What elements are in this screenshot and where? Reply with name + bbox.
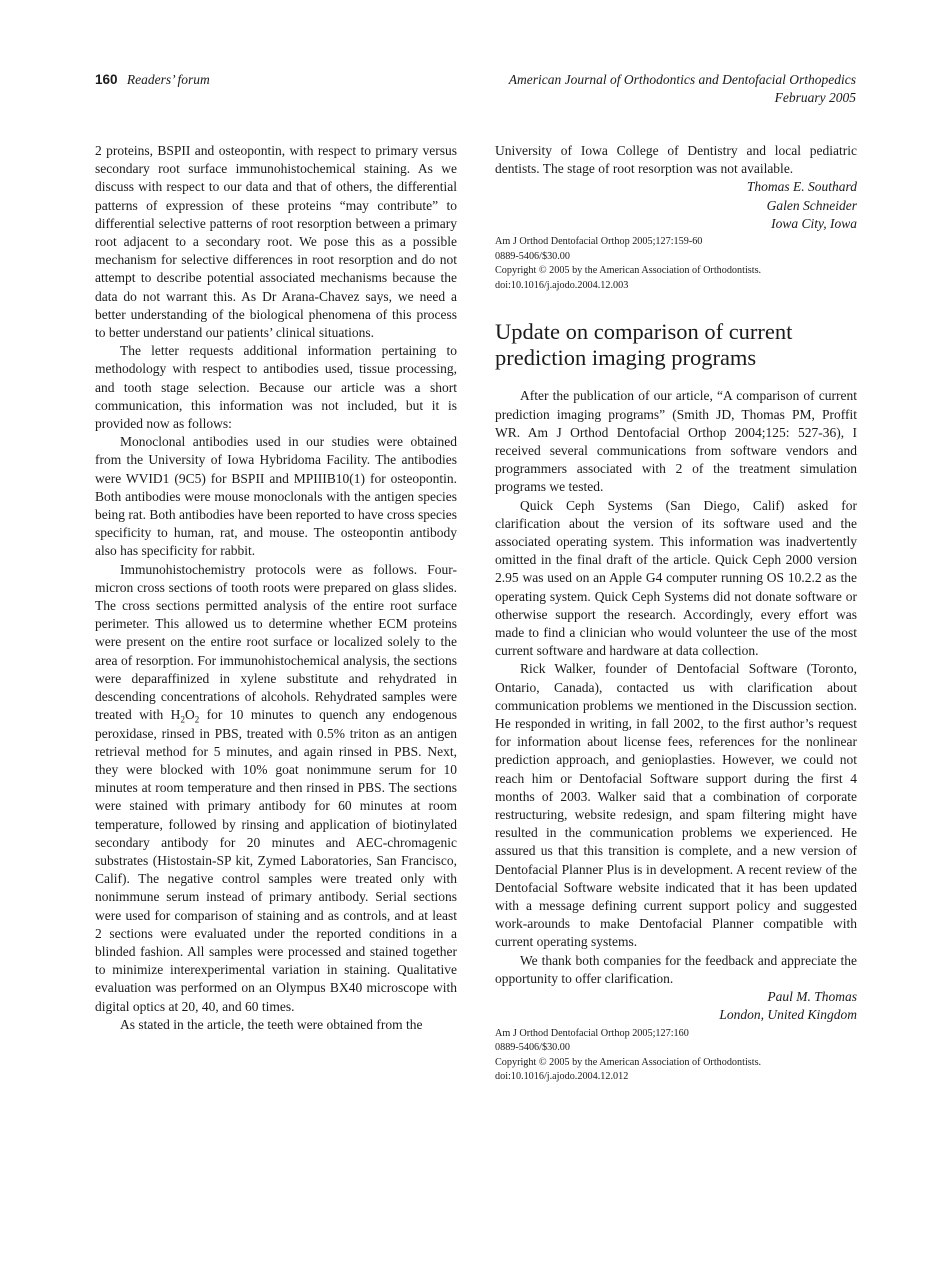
right-paragraph-2: Quick Ceph Systems (San Diego, Calif) asked for clarification about the version of its software used and the associated operating system. This information was inadvertently omitted in the final draft of the article. Quick Ceph 2000 version 2.95 was used on an Apple G4 computer running OS 10.2.2 as the operating system. Quick Ceph Systems did not donate software or otherwise support the research. Accordingly, every effort was made to find a clinician who would volunteer the use of the most current software and hardware at data collection. — [495, 497, 857, 659]
citation-block-2 — [495, 1027, 857, 1085]
running-header-left — [95, 71, 210, 88]
left-paragraph-1: 2 proteins, BSPII and osteopontin, with respect to primary versus secondary root surface immunohistochemical staining. As we discuss with respect to our data and that of others, the differential patterns of expression of these proteins “may contribute” to differential selective patterns of root resorption between a primary root adjacent to a secondary root. We pose this as a possible mechanism for selective differences in root resorption and do not attempt to describe potential associated mechanisms because the data do not warrant this. As Dr Arana-Chavez says, we need a better understanding of the biological phenomena of this process to better understand our patients’ clinical situations. — [95, 143, 457, 341]
price-1: 0889-5406/$30.00 — [495, 250, 570, 262]
citation-1: Am J Orthod Dentofacial Orthop 2005;127:159-60 — [495, 236, 703, 248]
author-location-1: Iowa City, Iowa — [771, 215, 857, 231]
protocol-text-start: Immunohistochemistry protocols were as follows. Four-micron cross sections of tooth roots were prepared on glass slides. The cross sections permitted analysis of the entire root surface perimeter. This allowed us to determine whether ECM proteins were present on the entire root surface or localized solely to the area of resorption. For immunohistochemical analysis, the sections were deparaffinized in xylene substitute and rehydrated in descending concentrations of alcohols. Rehydrated samples were treated with H — [95, 561, 457, 723]
right-paragraph-4: We thank both companies for the feedback and appreciate the opportunity to offer clarification. — [495, 952, 857, 986]
price-2: 0889-5406/$30.00 — [495, 1042, 570, 1054]
section-name: Readers’ forum — [126, 72, 210, 87]
author-location-2: London, United Kingdom — [719, 1007, 857, 1023]
page-number: 160 — [95, 72, 118, 87]
running-header-right — [509, 71, 856, 107]
subscript-2a: 2 — [180, 714, 185, 725]
left-column — [95, 142, 457, 1034]
right-paragraph-1: After the publication of our article, “A comparison of current prediction imaging programs” (Smith JD, Thomas PM, Proffit WR. Am J Orthod Dentofacial Orthop 2004;125: 527-36), I received several communications from software vendors and programmers associated with 2 of the treatment simulation programs we tested. — [495, 388, 857, 495]
right-paragraph-3: Rick Walker, founder of Dentofacial Software (Toronto, Ontario, Canada), contacted us with clarification about communication problems we mentioned in the Discussion section. He responded in writing, in fall 2002, to the first author’s request for information about license fees, references for the nonlinear prediction approach, and genioplasties. However, we could not reach him or Dentofacial Software support during the first 4 months of 2003. Walker said that a combination of corporate restructuring, website redesign, and spam filtering might have resulted in the communication problems we experienced. He assured us that this transition is complete, and a new version of Dentofacial Planner Plus is in development. A recent review of the Dentofacial Software website indicated that it has been updated with a message defining current support policy and suggested work-arounds to make Dentofacial Planner compatible with current operating systems. — [495, 661, 857, 950]
doi-2: doi:10.1016/j.ajodo.2004.12.012 — [495, 1071, 629, 1083]
chem-o: O — [184, 707, 195, 723]
author-southard: Thomas E. Southard — [746, 179, 857, 195]
signature-block-1 — [495, 178, 857, 233]
left-paragraph-3: Monoclonal antibodies used in our studies were obtained from the University of Iowa Hybridoma Facility. The antibodies were WVID1 (9C5) for BSPII and MPIIIB10(1) for osteopontin. Both antibodies were mouse monoclonals with the antigen species being rat. Both antibodies have been reported to have cross species specificity to human, rat, and mouse. The osteopontin antibody also has specificity for rabbit. — [95, 434, 457, 559]
left-paragraph-2: The letter requests additional information pertaining to methodology with respect to antibodies used, tissue processing, and tooth stage selection. Because our article was a short communication, this information was not included, but it is provided now as follows: — [95, 343, 457, 432]
signature-block-2 — [495, 988, 857, 1024]
subscript-2b: 2 — [194, 714, 200, 725]
left-paragraph-5: As stated in the article, the teeth were obtained from the — [120, 1016, 423, 1032]
protocol-text-end: for 10 minutes to quench any endogenous peroxidase, rinsed in PBS, treated with 0.5% triton as an antigen retrieval method for 5 minutes, and again rinsed in PBS. Next, they were blocked with 10% goat nonimmune serum for 10 minutes at room temperature and then rinsed in PBS. The sections were stained with primary antibody for 60 minutes at room temperature, followed by rinsing and application of biotinylated secondary antibody for 20 minutes and AEC-chromagenic substrates (Histostain-SP kit, Zymed Laboratories, San Francisco, Calif). The negative control samples were treated only with nonimmune serum instead of primary antibody. Serial sections were used for comparison of staining and as controls, and at least 2 sections were evaluated under the reported conditions in a blinded fashion. All samples were processed and stained together to minimize interexperimental variation in staining. Qualitative evaluation was performed on an Olympus BX40 microscope with digital optics at 20, 40, and 60 times. — [95, 707, 457, 1014]
copyright-2: Copyright © 2005 by the American Association of Orthodontists. — [495, 1056, 762, 1068]
author-schneider: Galen Schneider — [766, 197, 857, 213]
right-column — [495, 142, 857, 1085]
left-paragraph-4 — [95, 561, 457, 1016]
citation-2: Am J Orthod Dentofacial Orthop 2005;127:160 — [495, 1027, 689, 1039]
right-paragraph-0: University of Iowa College of Dentistry and local pediatric dentists. The stage of root resorption was not available. — [495, 143, 857, 177]
author-thomas: Paul M. Thomas — [767, 989, 857, 1005]
journal-name: American Journal of Orthodontics and Dentofacial Orthopedics — [508, 72, 856, 87]
citation-block-1 — [495, 235, 857, 293]
copyright-1: Copyright © 2005 by the American Association of Orthodontists. — [495, 265, 762, 277]
article-title: Update on comparison of current prediction imaging programs — [495, 319, 793, 371]
doi-1: doi:10.1016/j.ajodo.2004.12.003 — [495, 279, 629, 291]
issue-date: February 2005 — [774, 90, 856, 105]
